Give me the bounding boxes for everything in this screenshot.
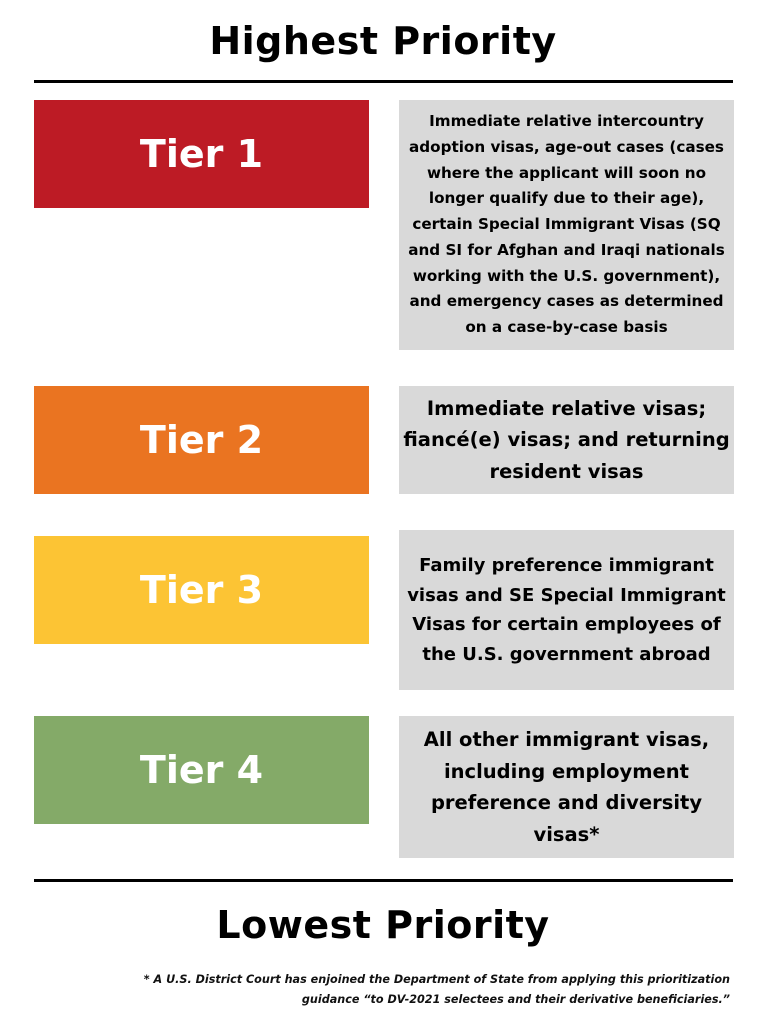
top-divider	[34, 80, 733, 83]
highest-priority-heading: Highest Priority	[209, 19, 557, 63]
tier-4-description-box	[399, 716, 734, 858]
tier-1-description-box	[399, 100, 734, 350]
tier-2-label: Tier 2	[139, 418, 264, 462]
tier-3-description: Family preference immigrant visas and SE Special Immigrant Visas for certain employees of the U.S. government abroad	[407, 555, 726, 665]
tier-2-box	[34, 386, 369, 494]
tier-4-label: Tier 4	[139, 748, 264, 792]
tier-1-box	[34, 100, 369, 208]
tier-3-box	[34, 536, 369, 644]
footnote: * A U.S. District Court has enjoined the Department of State from applying this prioritization guidance “to DV-2021 selectees and their derivative beneficiaries.”	[143, 973, 730, 1006]
tier-4-box	[34, 716, 369, 824]
tier-1-label: Tier 1	[139, 132, 264, 176]
lowest-priority-heading: Lowest Priority	[216, 903, 550, 947]
bottom-divider	[34, 879, 733, 882]
tier-3-label: Tier 3	[139, 568, 264, 612]
tier-3-description-box	[399, 530, 734, 690]
tier-4-description: All other immigrant visas, including employment preference and diversity visas*	[423, 728, 710, 846]
tier-1-description: Immediate relative intercountry adoption visas, age-out cases (cases where the applicant will soon no longer qualify due to their age), certain Special Immigrant Visas (SQ and SI for Afghan and Iraqi nationals working with the U.S. government), and emergency cases as determined on a case-by-case basis	[408, 111, 725, 337]
tier-2-description-box	[399, 386, 734, 494]
tier-2-description: Immediate relative visas; fiancé(e) visas; and returning resident visas	[403, 396, 730, 483]
